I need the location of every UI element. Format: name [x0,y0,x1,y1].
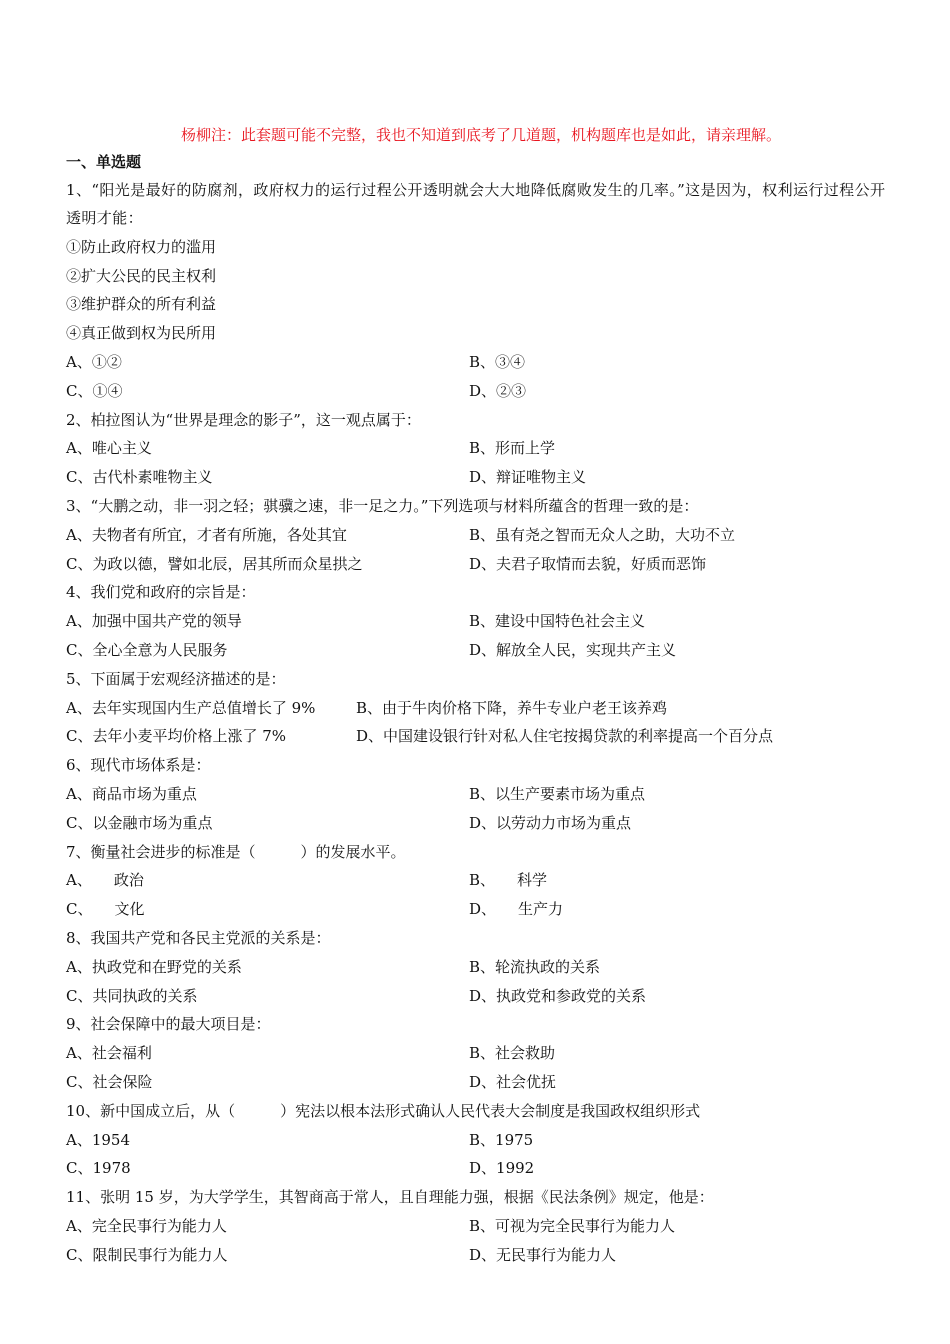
question-1-options-row-1 [66,348,886,377]
question-2-stem: 2、柏拉图认为“世界是理念的影子”，这一观点属于： [66,410,421,429]
question-1-option-c: C、①④ [66,381,123,400]
question-10-stem: 10、新中国成立后，从（ ）宪法以根本法形式确认人民代表大会制度是我国政权组织形式 [66,1101,701,1120]
question-6-option-a: A、商品市场为重点 [66,784,197,803]
question-3-option-c: C、为政以德，譬如北辰，居其所而众星拱之 [66,554,363,573]
question-7-option-d [469,895,886,924]
question-8-option-b: B、轮流执政的关系 [469,957,601,976]
question-6-option-b: B、以生产要素市场为重点 [469,784,646,803]
question-1-option-b: B、③④ [469,352,526,371]
question-10-options-row-1 [66,1126,886,1155]
question-7-option-a-text: 政治 [113,871,144,890]
question-8-option-a: A、执政党和在野党的关系 [66,957,242,976]
question-3-options-row-2 [66,550,886,579]
question-11-stem: 11、张明 15 岁，为大学学生，其智商高于常人，且自理能力强，根据《民法条例》规定，他是： [66,1188,714,1207]
question-5-option-c: C、去年小麦平均价格上涨了 7% [66,727,287,746]
question-2-option-c: C、古代朴素唯物主义 [66,468,213,487]
question-3-option-b: B、虽有尧之智而无众人之助，大功不立 [469,525,736,544]
question-7-option-c-label: C、 [66,900,93,919]
question-7-option-d-text: 生产力 [518,900,564,919]
question-5-option-d: D、中国建设银行针对私人住宅按揭贷款的利率提高一个百分点 [356,727,774,746]
question-10-option-d: D、1992 [469,1159,535,1178]
question-9-options-row-1 [66,1039,886,1068]
question-11-options-row-1 [66,1212,886,1241]
question-7-options-row-2 [66,895,886,924]
question-6-option-d: D、以劳动力市场为重点 [469,813,632,832]
question-3-stem: 3、“大鹏之动，非一羽之轻；骐骥之速，非一足之力。”下列选项与材料所蕴含的哲理一致的是： [66,496,699,515]
question-2-option-d: D、辩证唯物主义 [469,468,587,487]
question-11-option-b: B、可视为完全民事行为能力人 [469,1216,676,1235]
question-1-item-4: ④真正做到权为民所用 [66,324,217,343]
question-4-stem: 4、我们党和政府的宗旨是： [66,583,256,602]
question-7-stem: 7、衡量社会进步的标准是（ ）的发展水平。 [66,842,406,861]
question-5-options-row-2 [66,722,886,751]
question-7-option-a-label: A、 [66,871,92,890]
question-10-option-b: B、1975 [469,1130,534,1149]
question-3-options-row-1 [66,521,886,550]
question-2-option-b: B、形而上学 [469,439,556,458]
question-8-option-d: D、执政党和参政党的关系 [469,986,647,1005]
question-2-option-a: A、唯心主义 [66,439,152,458]
question-6-options-row-1 [66,780,886,809]
question-11-options-row-2 [66,1241,886,1270]
question-9-option-c: C、社会保险 [66,1072,153,1091]
question-4-option-c: C、全心全意为人民服务 [66,640,228,659]
question-8-options-row-1 [66,953,886,982]
question-1-option-d: D、②③ [469,381,527,400]
document-page [66,122,886,1269]
question-5-option-a: A、去年实现国内生产总值增长了 9% [66,698,316,717]
question-11-option-c: C、限制民事行为能力人 [66,1245,228,1264]
question-9-option-a: A、社会福利 [66,1044,152,1063]
question-10-option-c: C、1978 [66,1159,131,1178]
question-9-options-row-2 [66,1068,886,1097]
question-8-stem: 8、我国共产党和各民主党派的关系是： [66,928,331,947]
question-6-options-row-2 [66,809,886,838]
question-9-option-d: D、社会优抚 [469,1072,557,1091]
question-9-stem: 9、社会保障中的最大项目是： [66,1015,271,1034]
section-title: 一、单选题 [66,153,142,171]
question-7-options-row-1 [66,866,886,895]
question-1-option-a: A、①② [66,352,122,371]
question-5-stem: 5、下面属于宏观经济描述的是： [66,669,286,688]
question-1-item-3: ③维护群众的所有利益 [66,295,217,314]
question-11-option-a: A、完全民事行为能力人 [66,1216,227,1235]
question-4-options-row-1 [66,607,886,636]
question-4-option-a: A、加强中国共产党的领导 [66,612,242,631]
question-2-options-row-2 [66,463,886,492]
editor-note: 杨柳注：此套题可能不完整，我也不知道到底考了几道题，机构题库也是如此，请亲理解。 [180,126,781,144]
question-7-option-a [66,866,469,895]
question-8-option-c: C、共同执政的关系 [66,986,198,1005]
question-8-options-row-2 [66,982,886,1011]
question-6-stem: 6、现代市场体系是： [66,756,211,775]
question-9-option-b: B、社会救助 [469,1044,556,1063]
question-4-option-d: D、解放全人民，实现共产主义 [469,640,677,659]
question-10-option-a: A、1954 [66,1130,131,1149]
question-5-options-row-1 [66,694,886,723]
question-11-option-d: D、无民事行为能力人 [469,1245,617,1264]
question-6-option-c: C、以金融市场为重点 [66,813,213,832]
question-5-option-b: B、由于牛肉价格下降，养牛专业户老王该养鸡 [356,698,668,717]
question-1-item-2: ②扩大公民的民主权利 [66,266,217,285]
question-3-option-a: A、夫物者有所宜，才者有所施，各处其宜 [66,525,347,544]
question-7-option-b-text: 科学 [517,871,548,890]
question-7-option-b-label: B、 [469,871,496,890]
question-1-item-1: ①防止政府权力的滥用 [66,237,217,256]
question-4-options-row-2 [66,636,886,665]
question-7-option-c [66,895,469,924]
question-1-options-row-2 [66,377,886,406]
question-3-option-d: D、夫君子取情而去貌，好质而恶饰 [469,554,707,573]
question-10-options-row-2 [66,1154,886,1183]
question-7-option-b [469,866,886,895]
question-1-stem: 1、“阳光是最好的防腐剂，政府权力的运行过程公开透明就会大大地降低腐败发生的几率。”这是因为，权利运行过程公开透明才能： [66,181,886,228]
question-7-option-c-text: 文化 [114,900,145,919]
question-4-option-b: B、建设中国特色社会主义 [469,612,646,631]
question-2-options-row-1 [66,434,886,463]
question-7-option-d-label: D、 [469,900,497,919]
